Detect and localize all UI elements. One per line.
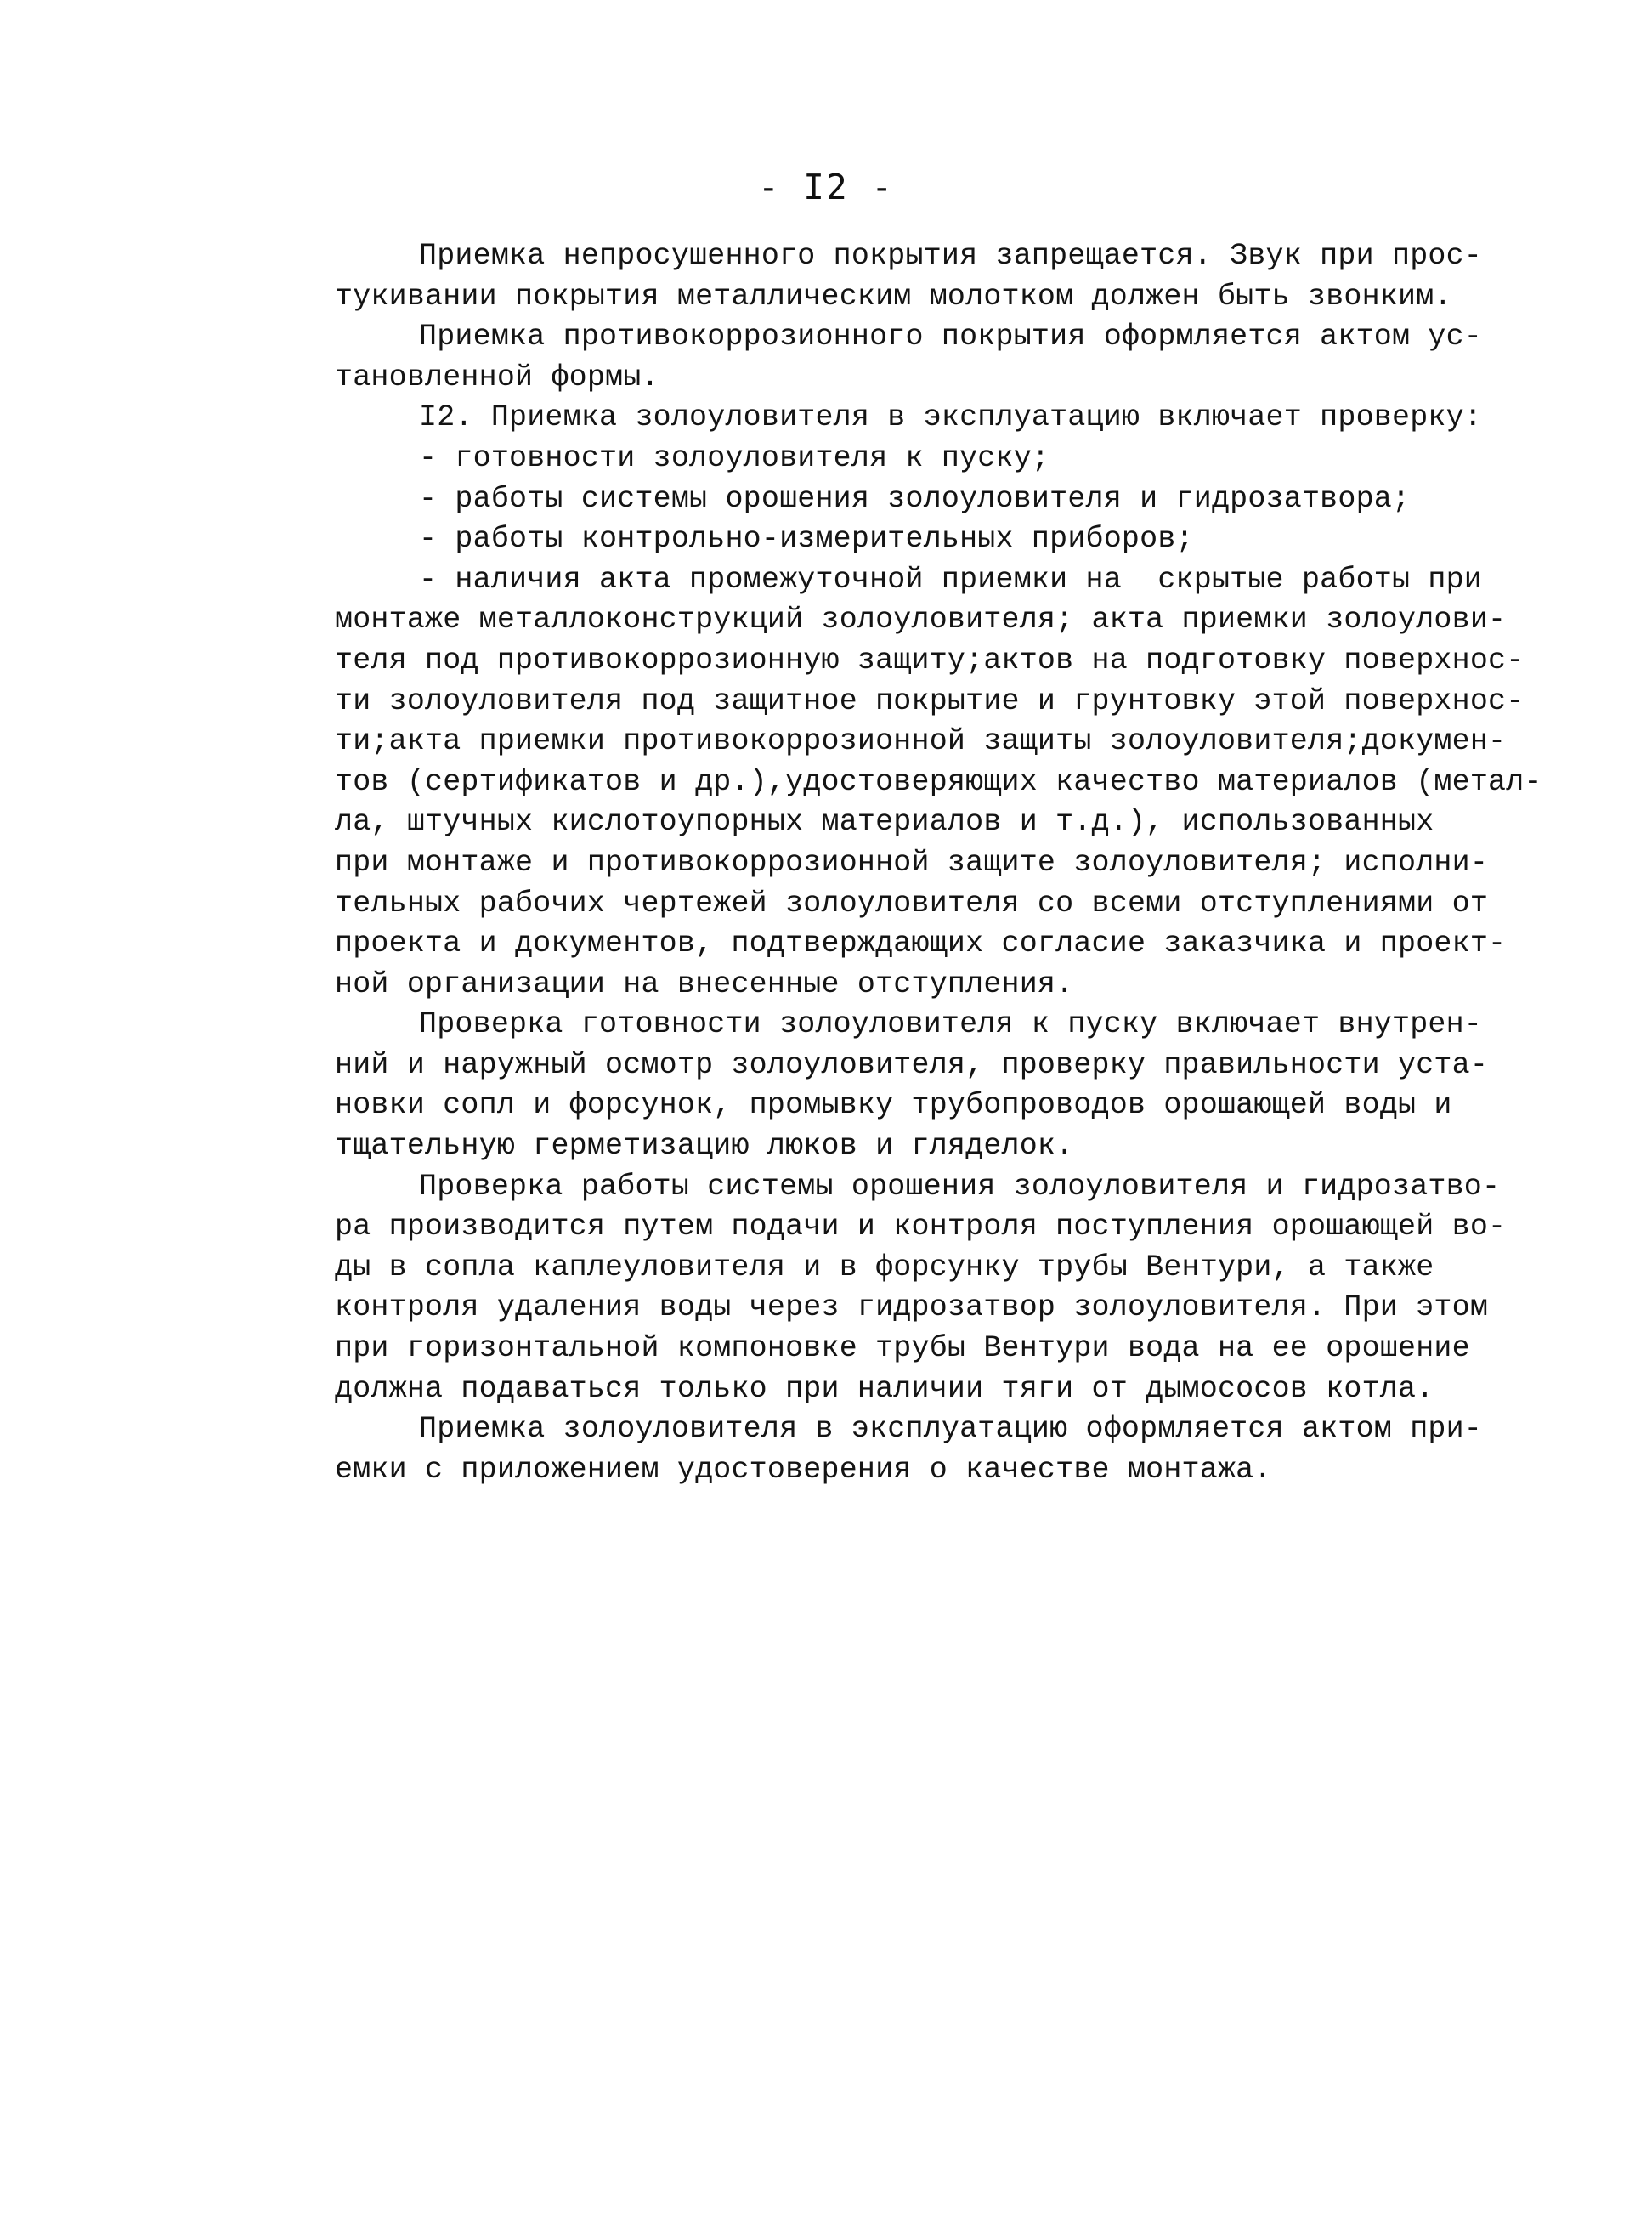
- text-line: тщательную герметизацию люков и гляделок.: [335, 1129, 1074, 1164]
- list-item: - готовности золоуловителя к пуску;: [419, 440, 1050, 475]
- text-line: монтаже металлоконструкций золоуловителя; акта приемки золоулови-: [335, 603, 1507, 638]
- list-item: - наличия акта промежуточной приемки на скрытые работы при: [419, 562, 1483, 597]
- text-line: при монтаже и противокоррозионной защите золоуловителя; исполни-: [335, 845, 1489, 880]
- text-line: ра производится путем подачи и контроля поступления орошающей во-: [335, 1210, 1507, 1244]
- text-line: тукивании покрытия металлическим молотком должен быть звонким.: [335, 279, 1452, 314]
- text-line: Проверка готовности золоуловителя к пуску включает внутрен-: [419, 1007, 1483, 1042]
- text-line: ти золоуловителя под защитное покрытие и грунтовку этой поверхнос-: [335, 683, 1525, 718]
- list-item: - работы системы орошения золоуловителя и гидрозатвора;: [419, 481, 1411, 516]
- text-line: тов (сертификатов и др.),удостоверяющих качество материалов (метал-: [335, 764, 1542, 799]
- text-line: новки сопл и форсунок, промывку трубопроводов орошающей воды и: [335, 1088, 1452, 1123]
- text-line: I2. Приемка золоуловителя в эксплуатацию включает проверку:: [419, 400, 1483, 435]
- text-line: емки с приложением удостоверения о качестве монтажа.: [335, 1452, 1272, 1487]
- text-line: тельных рабочих чертежей золоуловителя со всеми отступлениями от: [335, 886, 1489, 921]
- text-line: Приемка золоуловителя в эксплуатацию оформляется актом при-: [419, 1412, 1483, 1447]
- text-line: проекта и документов, подтверждающих согласие заказчика и проект-: [335, 927, 1507, 961]
- text-line: контроля удаления воды через гидрозатвор золоуловителя. При этом: [335, 1290, 1489, 1325]
- text-line: ной организации на внесенные отступления.: [335, 966, 1074, 1001]
- text-line: Приемка противокоррозионного покрытия оформляется актом ус-: [419, 320, 1483, 354]
- text-line: ла, штучных кислотоупорных материалов и т.д.), использованных: [335, 805, 1434, 840]
- text-line: ды в сопла каплеуловителя и в форсунку трубы Вентури, а также: [335, 1250, 1434, 1284]
- text-line: ний и наружный осмотр золоуловителя, проверку правильности уста-: [335, 1047, 1489, 1082]
- text-line: при горизонтальной компоновке трубы Вентури вода на ее орошение: [335, 1331, 1470, 1366]
- text-line: ти;акта приемки противокоррозионной защиты золоуловителя;докумен-: [335, 724, 1507, 759]
- document-body: [335, 236, 1542, 1490]
- text-line: тановленной формы.: [335, 360, 659, 394]
- page-number: - I2 -: [757, 167, 895, 207]
- text-line: теля под противокоррозионную защиту;актов на подготовку поверхнос-: [335, 643, 1525, 677]
- text-line: Проверка работы системы орошения золоуловителя и гидрозатво-: [419, 1169, 1501, 1204]
- text-line: должна подаваться только при наличии тяги от дымососов котла.: [335, 1371, 1434, 1406]
- text-line: Приемка непросушенного покрытия запрещается. Звук при прос-: [419, 239, 1483, 273]
- list-item: - работы контрольно-измерительных приборов;: [419, 522, 1194, 557]
